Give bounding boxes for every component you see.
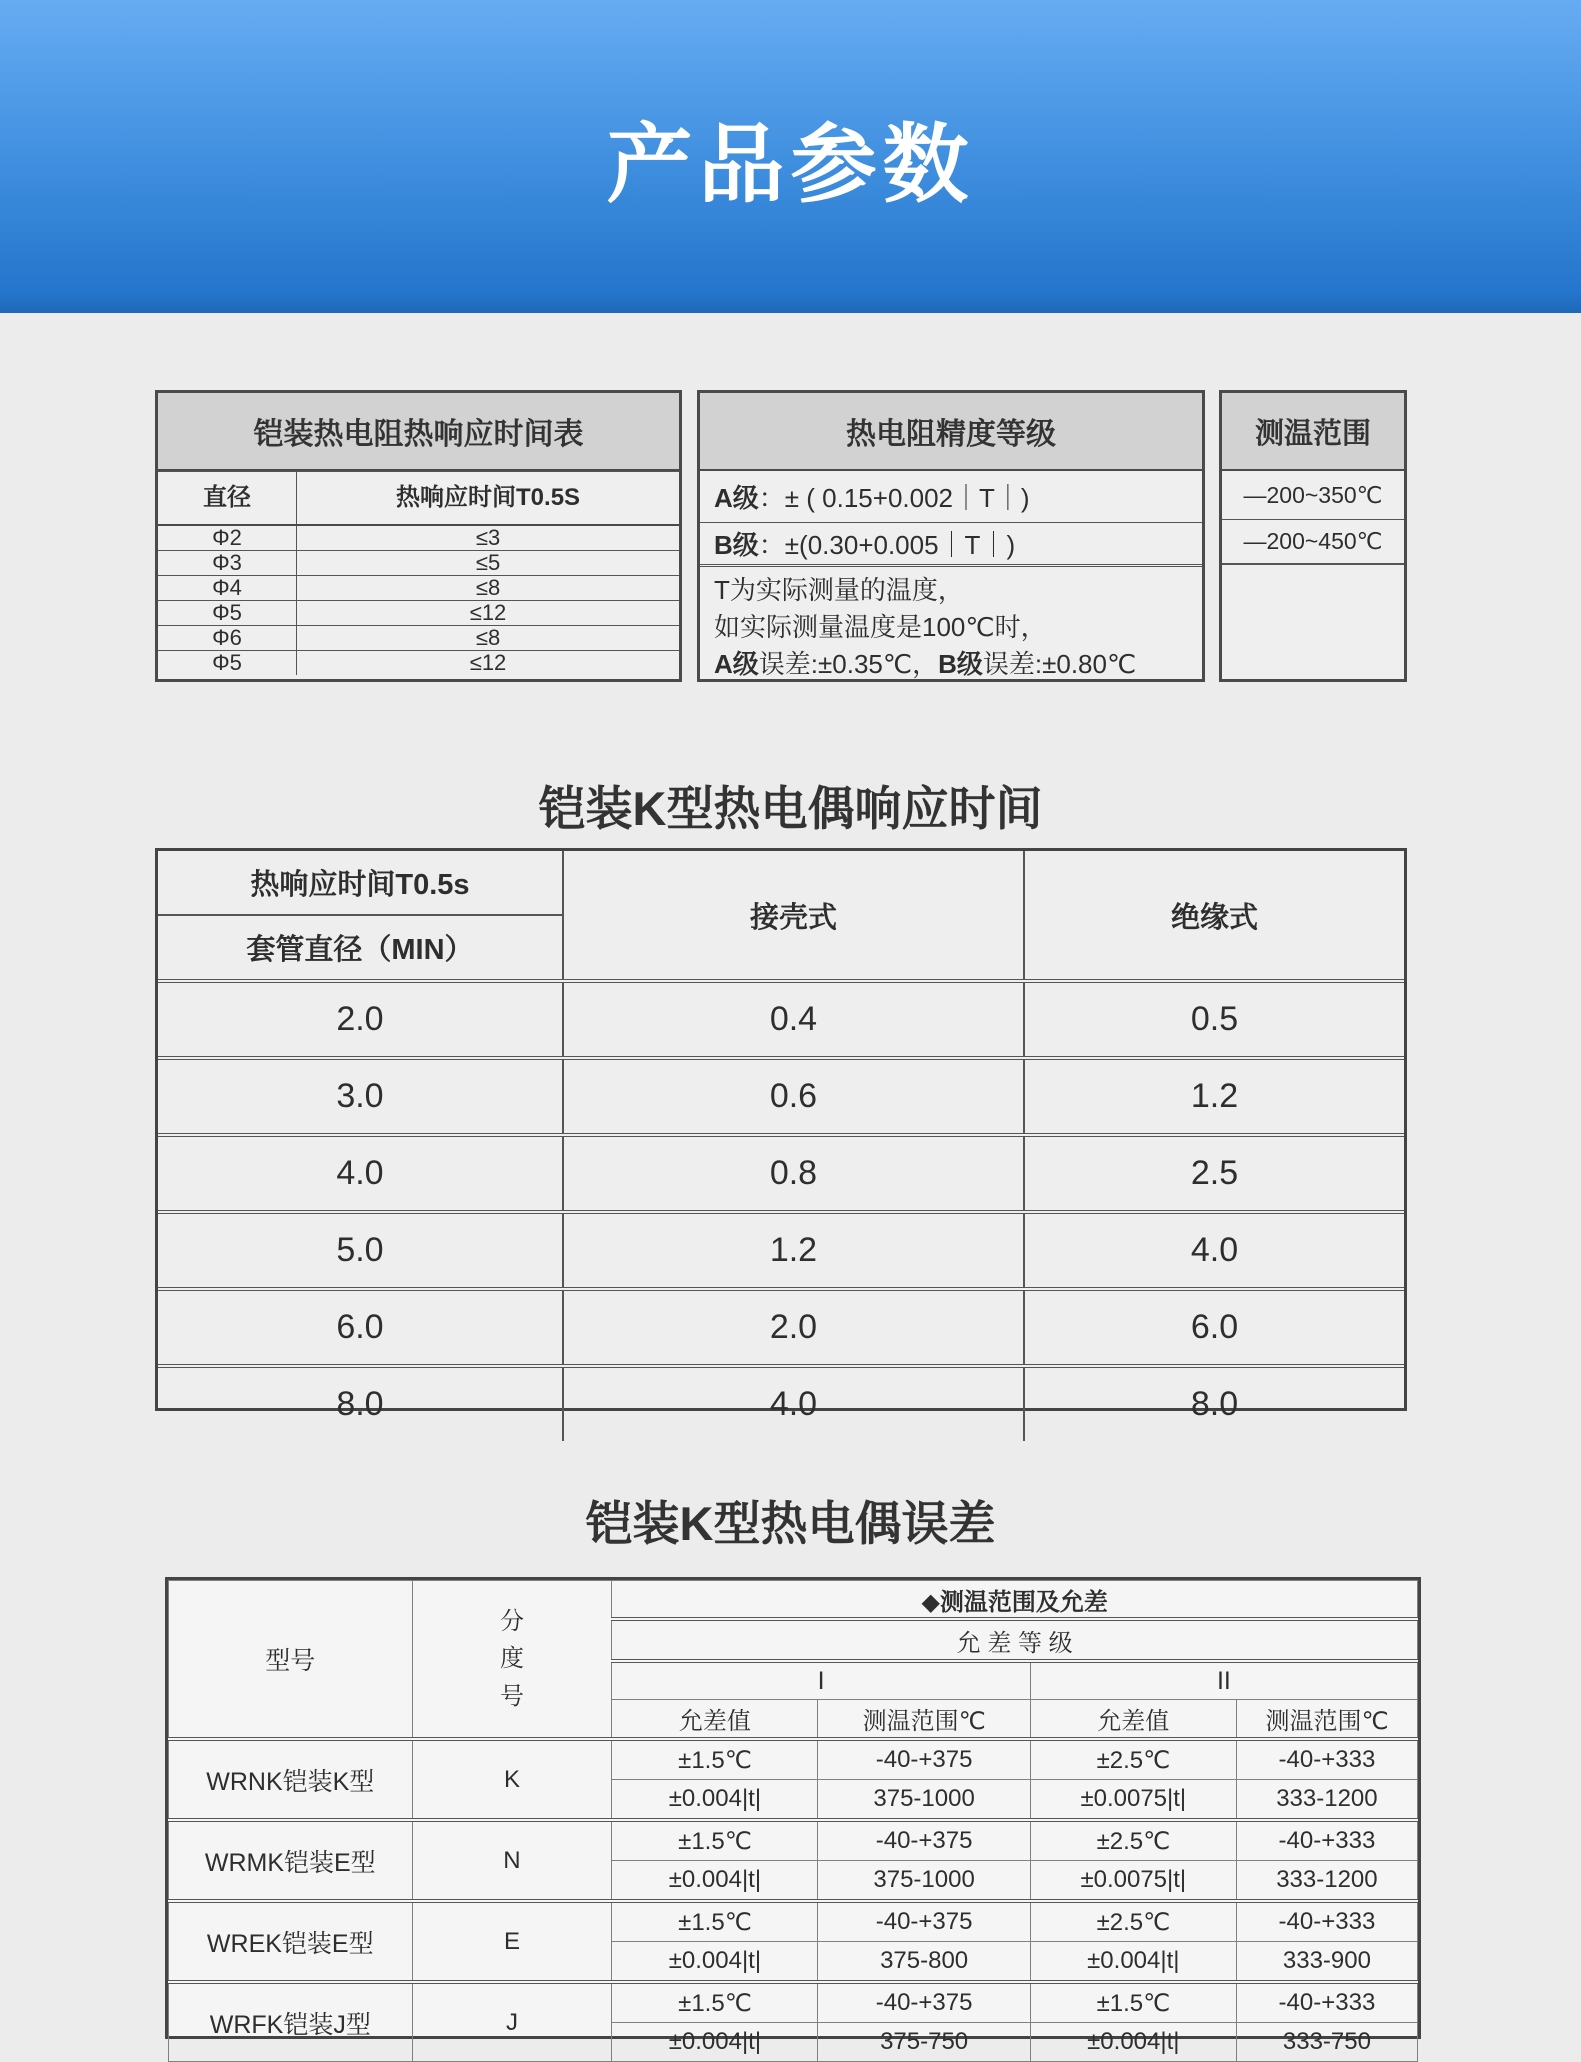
table-cell: 333-1200	[1236, 1780, 1417, 1821]
table-row	[158, 525, 679, 551]
table-cell: ±0.004|t|	[612, 1942, 818, 1983]
range-row-1: —200~350℃	[1222, 471, 1404, 520]
table-row	[158, 981, 1404, 1058]
measuring-range-table	[1219, 390, 1407, 682]
tc-header-insulated-type: 绝缘式	[1024, 851, 1404, 981]
table-cell: -40-+333	[1236, 1901, 1417, 1942]
range-table-title: 测温范围	[1222, 393, 1404, 471]
table-cell: Φ5	[158, 651, 297, 676]
table-cell: 375-1000	[818, 1861, 1030, 1902]
table-row	[169, 1820, 1418, 1861]
table-cell: 5.0	[158, 1212, 563, 1289]
table-cell: Φ3	[158, 551, 297, 576]
error-header-row-1	[169, 1581, 1418, 1620]
table-row	[169, 1982, 1418, 2023]
note-line-3	[714, 646, 1202, 683]
note-grade-b-label: B级	[938, 649, 983, 679]
error-grade-2: II	[1030, 1661, 1417, 1700]
table-cell: ≤8	[297, 576, 679, 601]
tc-header-response: 热响应时间T0.5s	[158, 851, 563, 915]
table-cell: 2.0	[158, 981, 563, 1058]
error-header-span: ◆测温范围及允差	[612, 1581, 1418, 1620]
banner	[0, 0, 1581, 313]
table-cell: ±0.0075|t|	[1030, 1861, 1236, 1902]
table-cell: ≤8	[297, 626, 679, 651]
table-cell: ±2.5℃	[1030, 1820, 1236, 1861]
grade-b-label: B级	[714, 530, 759, 560]
grade-a-label: A级	[714, 483, 759, 513]
section-title-response-time: 铠装K型热电偶响应时间	[538, 782, 1043, 835]
table-row	[158, 1212, 1404, 1289]
note-grade-a-error: 误差:±0.35℃，	[758, 649, 939, 679]
error-subheader: 测温范围℃	[1236, 1700, 1417, 1740]
table-cell: ±0.004|t|	[612, 1861, 818, 1902]
tc-response-time-table	[155, 848, 1407, 1423]
table-row	[158, 651, 679, 676]
tc-response-table	[158, 851, 1404, 1441]
table-cell: ±1.5℃	[612, 1982, 818, 2023]
grade-a-formula: ：± ( 0.15+0.002｜T｜)	[758, 483, 1030, 513]
table-cell: -40-+333	[1236, 1982, 1417, 2023]
error-header-index	[412, 1581, 612, 1740]
table-cell: ±0.004|t|	[1030, 1942, 1236, 1983]
table-cell: Φ4	[158, 576, 297, 601]
table-cell: ±0.0075|t|	[1030, 1780, 1236, 1821]
table-cell: ≤5	[297, 551, 679, 576]
table-cell: -40-+375	[818, 1901, 1030, 1942]
error-header-grade: 允 差 等 级	[612, 1619, 1418, 1661]
rtd-table-title: 铠装热电阻热响应时间表	[158, 393, 679, 471]
table-row	[158, 601, 679, 626]
table-row	[158, 626, 679, 651]
table-row	[169, 1739, 1418, 1780]
table-cell: Φ5	[158, 601, 297, 626]
table-cell: Φ2	[158, 525, 297, 551]
accuracy-table-title: 热电阻精度等级	[700, 393, 1202, 471]
table-cell: 2.0	[563, 1289, 1024, 1366]
table-cell: ±2.5℃	[1030, 1901, 1236, 1942]
error-grade-1: I	[612, 1661, 1030, 1700]
model-cell: WRMK铠装E型	[169, 1820, 413, 1901]
accuracy-note	[700, 567, 1202, 683]
table-cell: ≤12	[297, 601, 679, 626]
tc-header-row-1	[158, 851, 1404, 915]
table-cell: -40-+375	[818, 1982, 1030, 2023]
table-cell: 8.0	[158, 1366, 563, 1441]
rtd-table	[158, 471, 679, 675]
table-cell: ±1.5℃	[1030, 1982, 1236, 2023]
table-cell: -40-+333	[1236, 1820, 1417, 1861]
index-cell: K	[412, 1739, 612, 1820]
error-header-model: 型号	[169, 1581, 413, 1740]
table-cell: 4.0	[563, 1366, 1024, 1441]
table-cell: ±2.5℃	[1030, 1739, 1236, 1780]
table-row	[169, 1901, 1418, 1942]
table-cell: 1.2	[563, 1212, 1024, 1289]
index-cell: E	[412, 1901, 612, 1982]
error-subheader: 测温范围℃	[818, 1700, 1030, 1740]
table-cell: ≤12	[297, 651, 679, 676]
table-cell: ±1.5℃	[612, 1739, 818, 1780]
index-cell: N	[412, 1820, 612, 1901]
error-subheader: 允差值	[612, 1700, 818, 1740]
table-cell: -40-+375	[818, 1820, 1030, 1861]
model-cell: WREK铠装E型	[169, 1901, 413, 1982]
table-cell: 0.6	[563, 1058, 1024, 1135]
accuracy-grade-b-row	[700, 523, 1202, 567]
table-row	[158, 1366, 1404, 1441]
table-cell: 0.8	[563, 1135, 1024, 1212]
grade-b-formula: ：±(0.30+0.005｜T｜)	[758, 530, 1016, 560]
table-cell: 3.0	[158, 1058, 563, 1135]
table-cell: 375-750	[818, 2023, 1030, 2062]
note-grade-b-error: 误差:±0.80℃	[982, 649, 1137, 679]
range-row-2: —200~450℃	[1222, 520, 1404, 565]
table-row	[158, 1135, 1404, 1212]
model-cell: WRFK铠装J型	[169, 1982, 413, 2062]
accuracy-grade-a-row	[700, 471, 1202, 523]
tc-header-shell-type: 接壳式	[563, 851, 1024, 981]
tc-error-table	[165, 1577, 1421, 2055]
error-subheader: 允差值	[1030, 1700, 1236, 1740]
table-cell: 0.4	[563, 981, 1024, 1058]
index-cell: J	[412, 1982, 612, 2062]
table-row	[158, 1058, 1404, 1135]
table-cell: 375-800	[818, 1942, 1030, 1983]
table-cell: ±1.5℃	[612, 1901, 818, 1942]
error-header-index-text: 分度号	[499, 1608, 524, 1710]
table-row	[158, 551, 679, 576]
page-title: 产品参数	[606, 116, 975, 213]
rtd-header-diameter: 直径	[158, 472, 297, 526]
table-cell: 375-1000	[818, 1780, 1030, 1821]
table-cell: ≤3	[297, 525, 679, 551]
table-cell: 4.0	[1024, 1212, 1404, 1289]
note-grade-a-label: A级	[714, 649, 759, 679]
table-cell: ±0.004|t|	[1030, 2023, 1236, 2062]
tc-header-sheath-diameter: 套管直径（MIN）	[158, 915, 563, 981]
rtd-header-row	[158, 472, 679, 526]
note-line-1: T为实际测量的温度，	[714, 575, 964, 605]
table-cell: 0.5	[1024, 981, 1404, 1058]
table-row	[158, 576, 679, 601]
model-cell: WRNK铠装K型	[169, 1739, 413, 1820]
table-cell: ±0.004|t|	[612, 1780, 818, 1821]
table-row	[158, 1289, 1404, 1366]
table-cell: 333-900	[1236, 1942, 1417, 1983]
table-cell: ±1.5℃	[612, 1820, 818, 1861]
rtd-header-response: 热响应时间T0.5S	[297, 472, 679, 526]
table-cell: 4.0	[158, 1135, 563, 1212]
table-cell: 6.0	[1024, 1289, 1404, 1366]
table-cell: Φ6	[158, 626, 297, 651]
table-cell: ±0.004|t|	[612, 2023, 818, 2062]
table-cell: 8.0	[1024, 1366, 1404, 1441]
table-cell: 333-750	[1236, 2023, 1417, 2062]
table-cell: 6.0	[158, 1289, 563, 1366]
rtd-accuracy-table	[697, 390, 1205, 682]
rtd-response-time-table	[155, 390, 682, 682]
note-line-2: 如实际测量温度是100℃时，	[714, 612, 1047, 642]
table-cell: 333-1200	[1236, 1861, 1417, 1902]
table-cell: -40-+375	[818, 1739, 1030, 1780]
table-cell: -40-+333	[1236, 1739, 1417, 1780]
section-title-error: 铠装K型热电偶误差	[585, 1497, 996, 1550]
tc-error-table-grid	[168, 1580, 1418, 2062]
table-cell: 1.2	[1024, 1058, 1404, 1135]
table-cell: 2.5	[1024, 1135, 1404, 1212]
